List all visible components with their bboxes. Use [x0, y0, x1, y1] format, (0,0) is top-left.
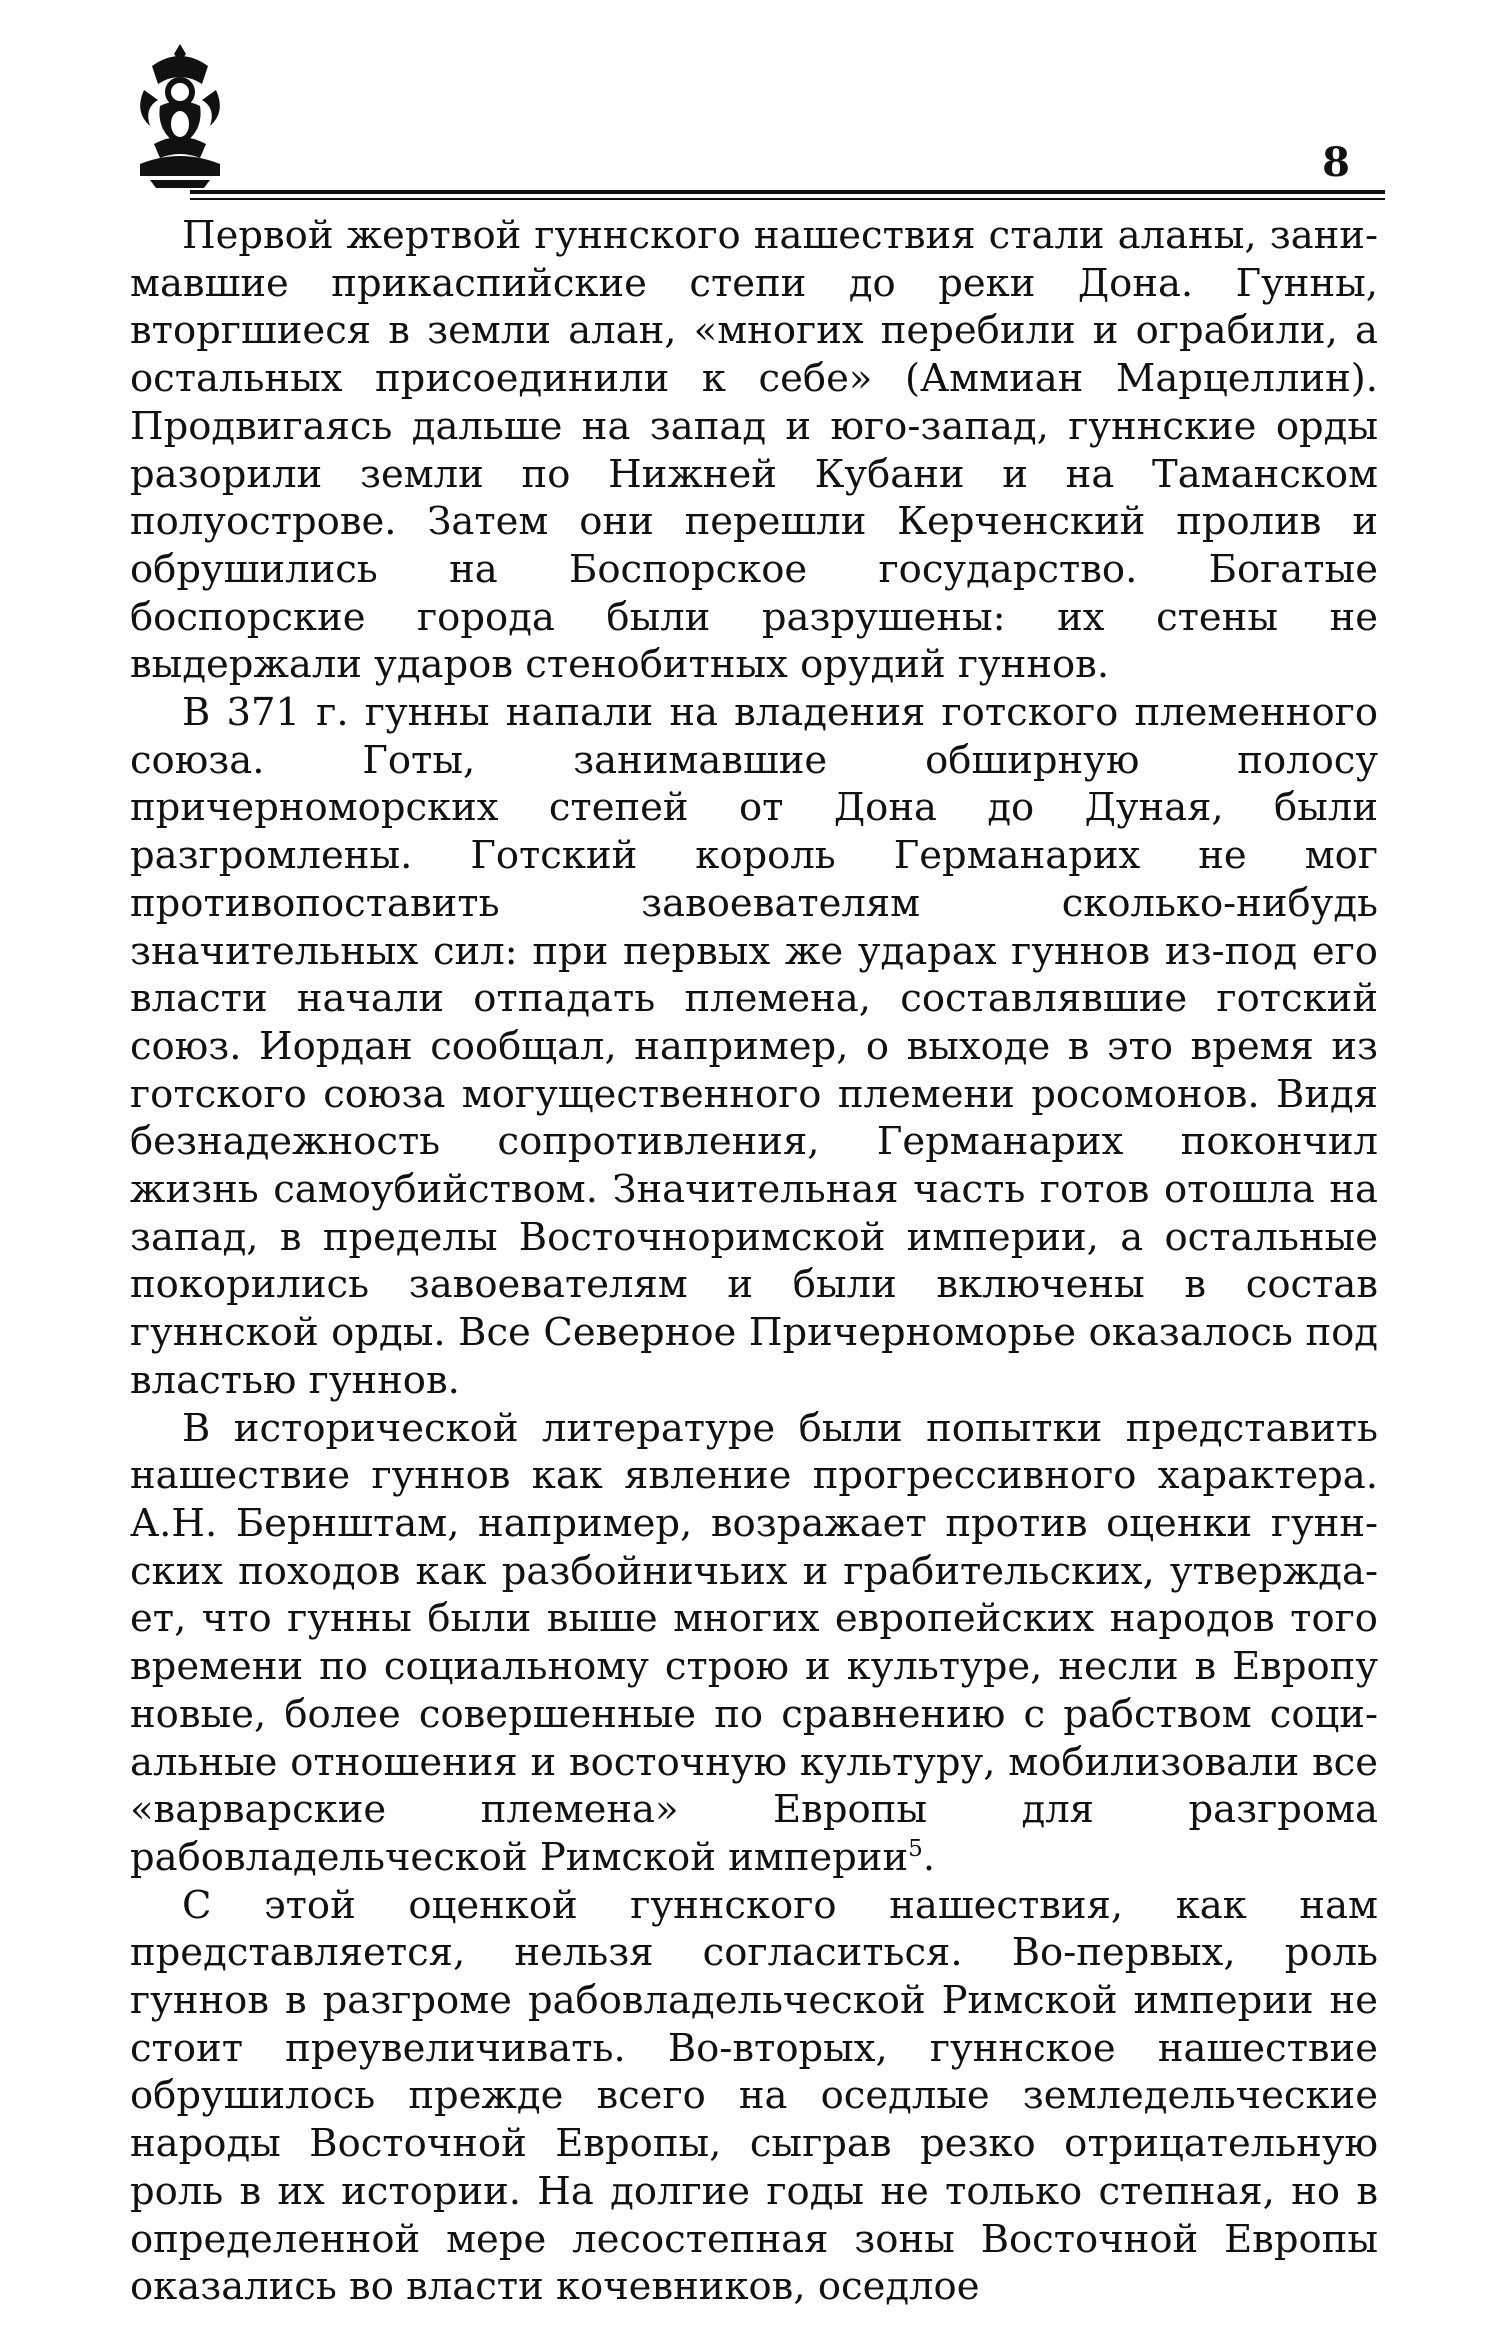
paragraph-3-tail: . — [922, 1834, 936, 1880]
header-rule-thin — [190, 198, 1385, 200]
heraldic-ornament-icon — [130, 40, 230, 190]
paragraph-2: В 371 г. гунны напали на владения готского племенного союза. Готы, занимавшие обширную полосу причерноморских степей от Дона до Дуная, были разгромлены. Готский король Германарих не мог противопоставить завоевателям сколько-нибудь значительных сил: при первых же ударах гуннов из-под его власти начали отпадать племена, составлявшие готский союз. Иордан сообщал, например, о выходе в это время из готского союза могущественного племени росомонов. Видя безнадежность сопротивления, Германарих покончил жизнь самоубийством. Значительная часть готов отошла на запад, в пределы Восточноримской империи, а остальные покорились завоевателям и были включены в состав гуннской орды. Все Северное Причерноморье оказалось под властью гуннов. — [130, 690, 1378, 1403]
page-number: 8 — [1322, 139, 1350, 186]
paragraph-4: С этой оценкой гуннского нашествия, как нам представляется, нельзя согласиться. Во-первых, роль гуннов в разгроме рабовладельческой Римской империи не стоит преувеличивать. Во-вторых, гуннское нашествие обрушилось прежде всего на оседлые земледельческие народы Восточной Европы, сыграв резко отрицательную роль в их истории. На долгие годы не только степная, но в определенной мере лесостепная зоны Восточной Европы оказались во власти кочевников, оседлое — [130, 1882, 1378, 2310]
paragraph-3-text: В исторической литературе были попытки представить нашествие гуннов как явление прогрессивного характера. А.Н. Бернштам, например, возражает против оценки гуннских походов как разбойничьих и грабительских, утверждает, что гунны были выше многих европейских народов того времени по социальному строю и культуре, несли в Европу новые, более совершенные по сравнению с рабством социальные отношения и восточную культуру, мобилизовали все «варварские племена» Европы для разгрома рабовладельческой Римской империи — [130, 1405, 1378, 1880]
footnote-marker: 5 — [908, 1836, 923, 1863]
paragraph-1: Первой жертвой гуннского нашествия стали аланы, занимавшие прикаспийские степи до реки Дона. Гунны, вторгшиеся в земли алан, «многих перебили и ограбили, а остальных присоединили к себе» (Аммиан Марцеллин). Продвигаясь дальше на запад и юго-запад, гуннские орды разорили земли по Нижней Кубани и на Таманском полуострове. Затем они перешли Керченский пролив и обрушились на Боспорское государство. Богатые боспорские города были разрушены: их стены не выдержали ударов стенобитных орудий гуннов. — [130, 213, 1378, 688]
paragraph-3 — [130, 1405, 1378, 1882]
page-header — [130, 40, 1390, 200]
header-rule-thick — [190, 190, 1385, 194]
body-text — [130, 212, 1378, 2311]
